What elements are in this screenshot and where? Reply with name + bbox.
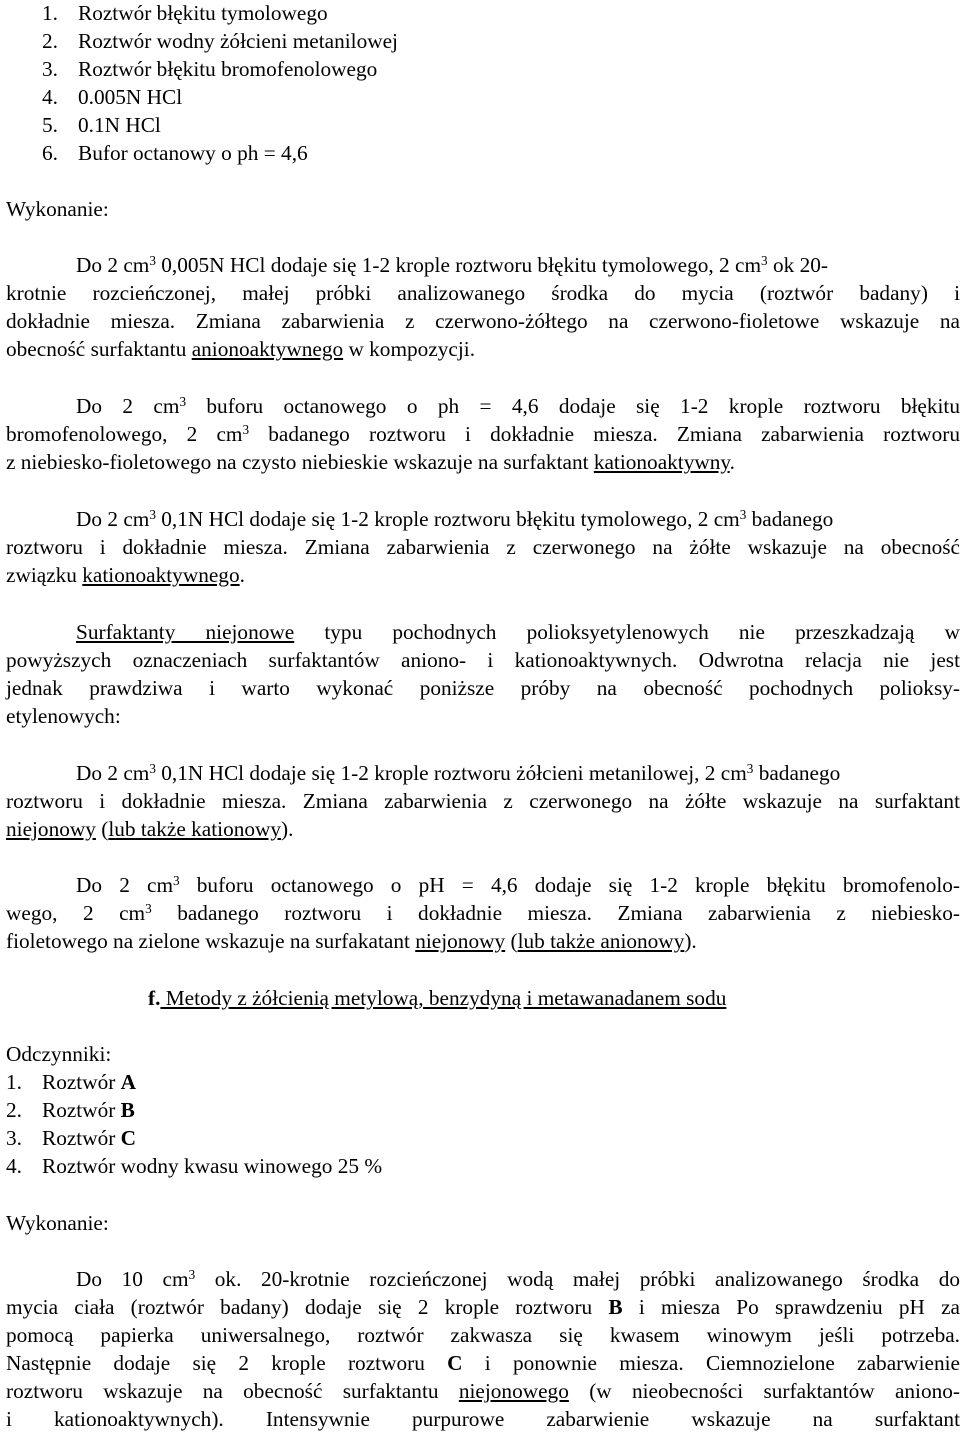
paragraph-line: krotnie rozcieńczonej, małej próbki analizowanego środka do mycia (roztwór badany) i [6, 281, 960, 305]
paragraph-line: i kationoaktywnych). Intensywnie purpurowe zabarwienie wskazuje na surfaktant [6, 1407, 960, 1431]
paragraph-line: Do 2 $cm^3$ 0,005N HCl dodaje się 1-2 krople roztworu błękitu tymolowego, 2 $cm^3$ ok 20- [76, 252, 828, 277]
paragraph-line: obecność surfaktantu anionoaktywnego w kompozycji. [6, 337, 476, 361]
paragraph-line: powyższych oznaczeniach surfaktantów aniono- i kationoaktywnych. Odwrotna relacja nie jest [6, 648, 960, 672]
paragraph-line: mycia ciała (roztwór badany) dodaje się 2 krople roztworu B i miesza Po sprawdzeniu pH za [6, 1295, 960, 1319]
underlined-term: niejonowego [458, 1379, 569, 1403]
paragraph-line: Do 2 $cm^3$ 0,1N HCl dodaje się 1-2 krople roztworu żółcieni metanilowej, 2 $cm^3$ badanego [76, 760, 841, 785]
list-item: 2. Roztwór wodny żółcieni metanilowej [42, 29, 398, 53]
paragraph-line: z niebiesko-fioletowego na czysto niebieskie wskazuje na surfaktant kationoaktywny. [6, 450, 735, 474]
paragraph-line: Do 10 $cm^3$ ok. 20-krotnie rozcieńczonej wodą małej próbki analizowanego środka do [76, 1266, 960, 1291]
list-item: 4. 0.005N HCl [42, 85, 183, 109]
list-item: 3. Roztwór błękitu bromofenolowego [42, 57, 378, 81]
underlined-term: niejonowy [415, 929, 506, 953]
section-title: Metody z żółcienią metylową, benzydyną i metawanadanem sodu [160, 986, 727, 1010]
list-item: 1. Roztwór błękitu tymolowego [42, 1, 328, 25]
paragraph-line: fioletowego na zielone wskazuje na surfakatant niejonowy (lub także anionowy). [6, 929, 697, 953]
list-item: 3. Roztwór C [6, 1126, 137, 1150]
paragraph-line: wego, 2 $cm^3$ badanego roztworu i dokładnie miesza. Zmiana zabarwienia z niebiesko- [6, 900, 960, 925]
paragraph-line: związku kationoaktywnego. [6, 563, 245, 587]
list-item: 2. Roztwór B [6, 1098, 135, 1122]
paragraph-line: niejonowy (lub także kationowy). [6, 817, 294, 841]
paragraph-line: Następnie dodaje się 2 krople roztworu C i ponownie miesza. Ciemnozielone zabarwienie [6, 1351, 960, 1375]
paragraph-line: roztworu wskazuje na obecność surfaktantu niejonowego (w nieobecności surfaktantów aniono- [6, 1379, 960, 1403]
paragraph-line: Do 2 $cm^3$ 0,1N HCl dodaje się 1-2 krople roztworu błękitu tymolowego, 2 $cm^3$ badanego [76, 506, 834, 531]
paragraph-line: roztworu i dokładnie miesza. Zmiana zabarwienia z czerwonego na żółte wskazuje na obecność [6, 535, 960, 559]
list-item: 5. 0.1N HCl [42, 113, 161, 137]
underlined-term: kationoaktywny [593, 450, 730, 474]
paragraph-line: roztworu i dokładnie miesza. Zmiana zabarwienia z czerwonego na żółte wskazuje na surfaktant [6, 789, 960, 813]
underlined-term: lub także kationowy [108, 817, 282, 841]
paragraph-line: Surfaktanty niejonowe typu pochodnych polioksyetylenowych nie przeszkadzają w [76, 620, 960, 644]
section-label-odczynniki: Odczynniki: [6, 1042, 112, 1066]
underlined-term: lub także anionowy [517, 929, 685, 953]
paragraph-line: dokładnie miesza. Zmiana zabarwienia z czerwono-żółtego na czerwono-fioletowe wskazuje na [6, 309, 960, 333]
paragraph-line: jednak prawdziwa i warto wykonać poniższe próby na obecność pochodnych polioksy- [6, 676, 960, 700]
paragraph-line: Do 2 $cm^3$ buforu octanowego o pH = 4,6 dodaje się 1-2 krople błękitu bromofenolo- [76, 872, 960, 897]
list-item: 6. Bufor octanowy o ph = 4,6 [42, 141, 308, 165]
underlined-term: Surfaktanty niejonowe [76, 620, 295, 644]
paragraph-line: etylenowych: [6, 704, 121, 728]
section-label-wykonanie: Wykonanie: [6, 1211, 109, 1235]
paragraph-line: Do 2 $cm^3$ buforu octanowego o ph = 4,6 dodaje się 1-2 krople roztworu błękitu [76, 393, 960, 418]
underlined-term: anionoaktywnego [191, 337, 344, 361]
section-number: f. [148, 986, 161, 1010]
paragraph-line: bromofenolowego, 2 $cm^3$ badanego roztworu i dokładnie miesza. Zmiana zabarwienia roztworu [6, 421, 960, 446]
section-heading [148, 988, 726, 1009]
paragraph-line: pomocą papierka uniwersalnego, roztwór zakwasza się kwasem winowym jeśli potrzeba. [6, 1323, 960, 1347]
underlined-term: kationoaktywnego [82, 563, 240, 587]
list-item: 1. Roztwór A [6, 1070, 137, 1094]
section-label-wykonanie: Wykonanie: [6, 197, 109, 221]
list-item: 4. Roztwór wodny kwasu winowego 25 % [6, 1154, 383, 1178]
underlined-term: niejonowy [6, 817, 96, 841]
